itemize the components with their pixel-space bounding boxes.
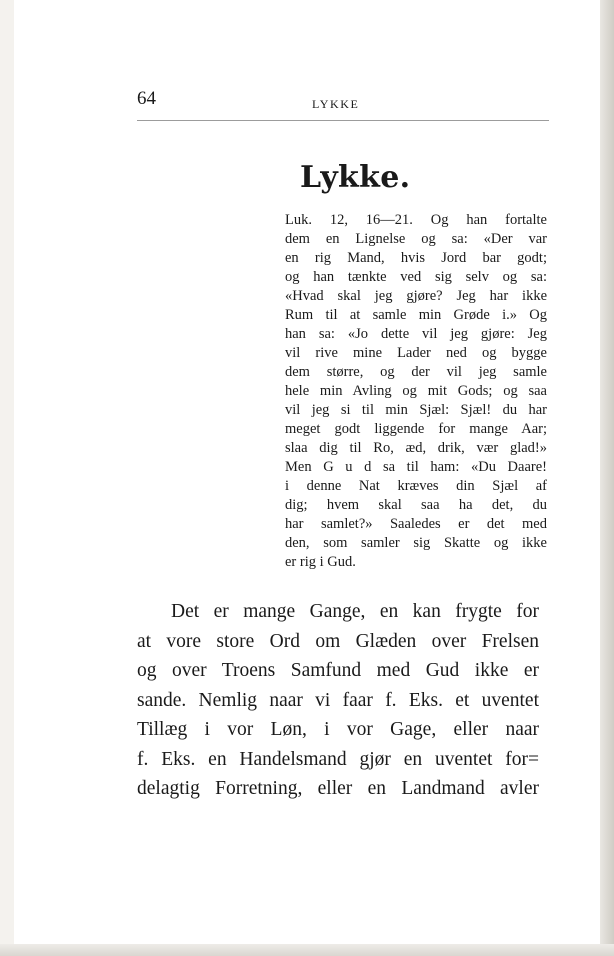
- running-title: LYKKE: [312, 97, 360, 111]
- quote-line: den, som samler sig Skatte og ikke: [285, 535, 547, 551]
- quote-line: Rum til at samle min Grøde i.» Og: [285, 307, 547, 323]
- quote-line: «Hvad skal jeg gjøre? Jeg har ikke: [285, 288, 547, 304]
- body-paragraph: [137, 597, 539, 804]
- quote-line: i denne Nat kræves din Sjæl af: [285, 478, 547, 494]
- quote-line: har samlet?» Saaledes er det med: [285, 516, 547, 532]
- header-rule: [137, 120, 549, 121]
- quote-line: er rig i Gud.: [285, 554, 356, 570]
- body-line: Det er mange Gange, en kan frygte for: [171, 601, 539, 622]
- quote-line: vil rive mine Lader ned og bygge: [285, 345, 547, 361]
- body-line: sande. Nemlig naar vi faar f. Eks. et uventet: [137, 689, 539, 711]
- body-line: f. Eks. en Handelsmand gjør en uventet for=: [137, 748, 539, 770]
- quote-line: og han tænkte ved sig selv og sa:: [285, 269, 547, 285]
- page-edge-right: [600, 0, 614, 956]
- quote-line: Men G u d sa til ham: «Du Daare!: [285, 459, 547, 475]
- quote-line: han sa: «Jo dette vil jeg gjøre: Jeg: [285, 326, 547, 342]
- quote-line: en rig Mand, hvis Jord bar godt;: [285, 250, 547, 266]
- quote-line: dem større, og der vil jeg samle: [285, 364, 547, 380]
- body-line: delagtig Forretning, eller en Landmand avler: [137, 778, 539, 799]
- quote-line: vil jeg si til min Sjæl: Sjæl! du har: [285, 402, 547, 418]
- quote-line: dem en Lignelse og sa: «Der var: [285, 231, 547, 247]
- scripture-quote: [285, 211, 547, 572]
- body-line: Tillæg i vor Løn, i vor Gage, eller naar: [137, 719, 539, 740]
- body-line: at vore store Ord om Glæden over Frelsen: [137, 630, 539, 652]
- page-number: 64: [137, 88, 156, 109]
- quote-line: hele min Avling og mit Gods; og saa: [285, 383, 547, 399]
- quote-line: dig; hvem skal saa ha det, du: [285, 497, 547, 513]
- body-line: og over Troens Samfund med Gud ikke er: [137, 660, 539, 681]
- quote-line: Luk. 12, 16—21. Og han fortalte: [285, 212, 547, 228]
- quote-line: meget godt liggende for mange Aar;: [285, 421, 547, 437]
- quote-line: slaa dig til Ro, æd, drik, vær glad!»: [285, 440, 547, 456]
- chapter-title: Lykke.: [300, 160, 411, 195]
- page-edge-bottom: [0, 944, 614, 956]
